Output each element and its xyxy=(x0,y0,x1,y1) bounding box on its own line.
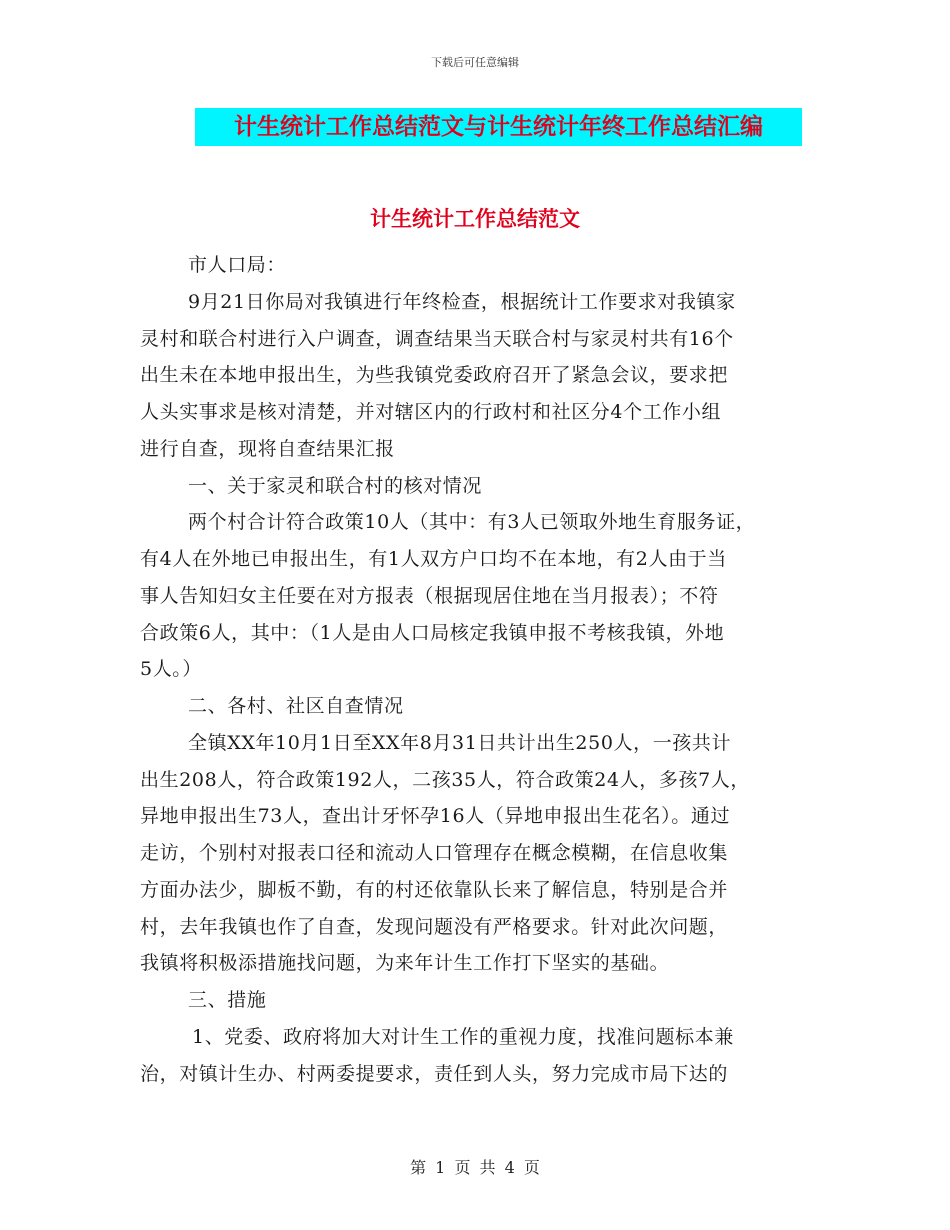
paragraph-line: 我镇将积极添措施找问题，为来年计生工作打下坚实的基础。 xyxy=(140,952,670,975)
paragraph-line: 走访，个别村对报表口径和流动人口管理存在概念模糊，在信息收集 xyxy=(140,842,729,864)
paragraph-line: 治，对镇计生办、村两委提要求，责任到人头，努力完成市局下达的 xyxy=(140,1062,729,1085)
document-body xyxy=(140,247,812,1092)
paragraph-line: 进行自查，现将自查结果汇报 xyxy=(140,437,395,460)
header-note: 下载后可任意编辑 xyxy=(431,56,519,69)
paragraph-line: 事人告知妇女主任要在对方报表（根据现居住地在当月报表）；不符 xyxy=(140,584,719,607)
paragraph-line: 灵村和联合村进行入户调查，调查结果当天联合村与家灵村共有16个 xyxy=(140,327,734,350)
paragraph-line: 两个村合计符合政策10人（其中：有3人已领取外地生育服务证， xyxy=(188,511,756,534)
paragraph-line: 异地申报出生73人，查出计牙怀孕16人（异地申报出生花名）。通过 xyxy=(140,805,731,828)
paragraph-line: 9月21日你局对我镇进行年终检查，根据统计工作要求对我镇家 xyxy=(188,290,736,313)
salutation: 市人口局： xyxy=(188,254,287,276)
paragraph-line: 出生208人，符合政策192人，二孩35人，符合政策24人，多孩7人， xyxy=(140,768,750,791)
paragraph-line: 全镇XX年10月1日至XX年8月31日共计出生250人，一孩共计 xyxy=(188,731,732,754)
sub-title: 计生统计工作总结范文 xyxy=(370,207,580,231)
paragraph-line: 人头实事求是核对清楚，并对辖区内的行政村和社区分4个工作小组 xyxy=(140,401,722,423)
section-heading: 二、各村、社区自查情况 xyxy=(188,695,404,717)
paragraph-line: 1、党委、政府将加大对计生工作的重视力度，找准问题标本兼 xyxy=(192,1025,734,1048)
paragraph-line: 5人。） xyxy=(140,658,202,681)
paragraph-line: 村，去年我镇也作了自查，发现问题没有严格要求。针对此次问题， xyxy=(140,915,729,938)
paragraph-line: 出生未在本地申报出生，为些我镇党委政府召开了紧急会议，要求把 xyxy=(140,364,729,387)
page-number-footer: 第 1 页 共 4 页 xyxy=(410,1158,540,1177)
main-title-highlight xyxy=(195,108,802,146)
section-heading: 一、关于家灵和联合村的核对情况 xyxy=(188,474,483,497)
main-title: 计生统计工作总结范文与计生统计年终工作总结汇编 xyxy=(234,114,763,140)
paragraph-line: 有4人在外地已申报出生，有1人双方户口均不在本地，有2人由于当 xyxy=(140,548,727,570)
section-heading: 三、措施 xyxy=(188,989,267,1011)
paragraph-line: 合政策6人，其中：（1人是由人口局核定我镇申报不考核我镇，外地 xyxy=(140,621,725,644)
paragraph-line: 方面办法少，脚板不勤，有的村还依靠队长来了解信息，特别是合并 xyxy=(140,878,729,901)
